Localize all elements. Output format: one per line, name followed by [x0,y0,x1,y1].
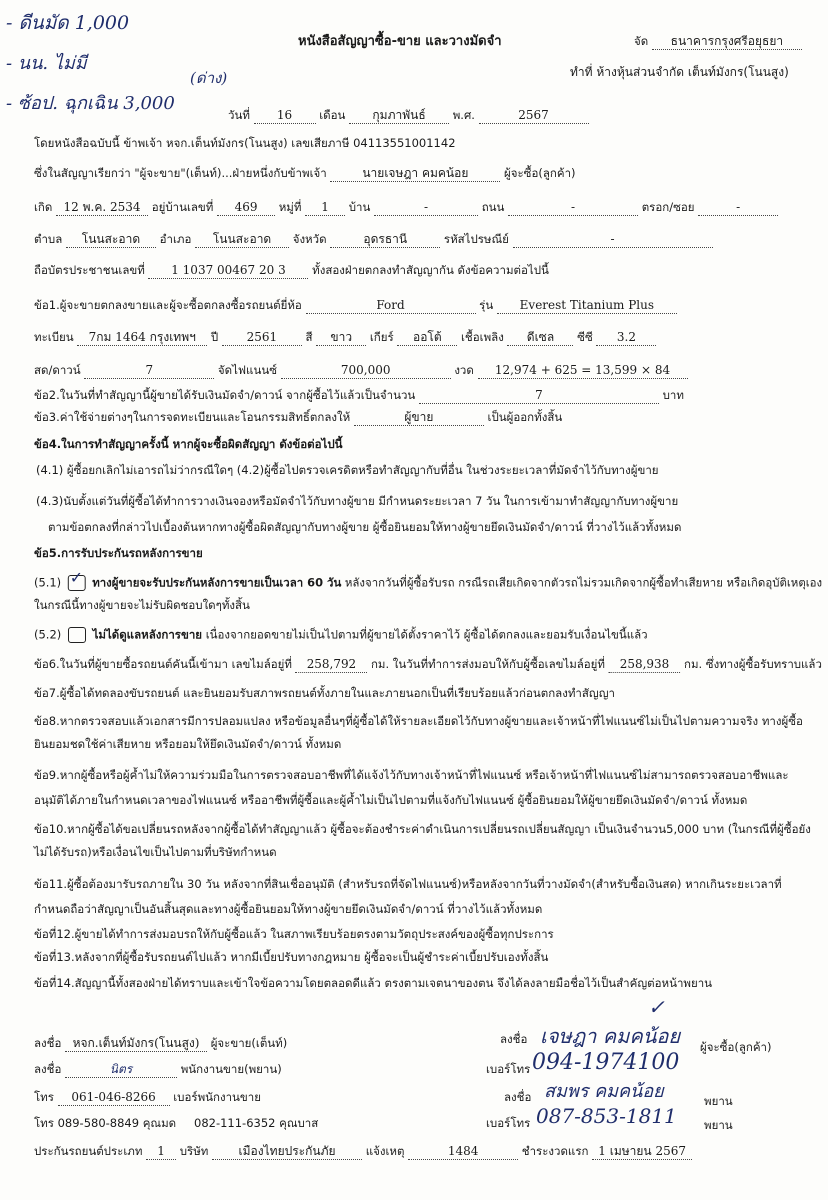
car-model: Everest Titanium Plus [497,298,677,314]
date-row: วันที่ 16 เดือน กุมภาพันธ์ พ.ศ. 2567 [228,108,589,124]
contact-tel-2: 082-111-6352 คุณบาส [194,1116,319,1130]
clause-7: ข้อ7.ผู้ซื้อได้ทดลองขับรถยนต์ และยินยอมรับสภาพรถยนต์ทั้งภายในและภายนอกเป็นที่เรียบร้อยแล้วก่อนตกลงทำสัญญา [34,686,615,700]
checkmark-icon: ✓ [648,995,665,1019]
buyer-sign-label: ลงชื่อ [500,1032,528,1046]
clause-6: ข้อ6.ในวันที่ผู้ขายซื้อรถยนต์คันนี้เข้ามา เลขไมล์อยู่ที่ 258,792 กม. ในวันที่ทำการส่งมอบให้กับผู้ซื้อเลขไมล์อยู่ที่ 258,938 กม. ซึ่งทางผู้ซื้อรับทราบแล้ว [34,657,822,671]
clause-4-title: ข้อ4.ในการทำสัญญาครั้งนี้ หากผู้จะซื้อผิดสัญญา ดังข้อต่อไปนี้ [34,437,343,451]
witness2-signature: สมพร คมคน้อย [544,1081,664,1102]
bank-name: ธนาคารกรุงศรีอยุธยา [652,34,802,50]
witness2-tel: 087-853-1811 [536,1104,677,1128]
clause-9a: ข้อ9.หากผู้ซื้อหรือผู้ค้ำไม่ให้ความร่วมมือในการตรวจสอบอาชีพที่ได้แจ้งไว้กับทางเจ้าหน้าที่ไฟแนนซ์ หรือเจ้าหน้าที่ไฟแนนซ์ไม่สามารถตรวจสอบอาชีพและ [34,768,789,782]
witness2-tel-role: พยาน [704,1118,733,1132]
clause-12: ข้อที่12.ผู้ขายได้ทำการส่งมอบรถให้กับผู้ซื้อแล้ว ในสภาพเรียบร้อยตรงตามวัตถุประสงค์ของผู้ซื้อทุกประการ [34,927,554,941]
buyer-row: ซึ่งในสัญญาเรียกว่า "ผู้จะขาย"(เต็นท์)...ฝ่ายหนึ่งกับข้าพเจ้า นายเจษฎา คมคน้อย ผู้จะซื้อ(ลูกค้า) [34,166,576,180]
seller-signature-row: ลงชื่อ หจก.เต็นท์มังกร(โนนสูง) ผู้จะขาย(เต็นท์) [34,1036,288,1050]
buyer-signature: เจษฎา คมคน้อย [540,1024,681,1048]
no-warranty-checkbox[interactable] [68,627,86,643]
address-row: เกิด 12 พ.ค. 2534 อยู่บ้านเลขที่ 469 หมู่ที่ 1 บ้าน - ถนน - ตรอก/ซอย - [34,200,778,216]
place-line: ทำที่ ห้างหุ้นส่วนจำกัด เต็นท์มังกร(โนนสูง) [570,65,789,79]
document-title: หนังสือสัญญาซื้อ-ขาย และวางมัดจำ [298,34,502,49]
handwritten-note-deposit: - ดีนมัด 1,000 [6,12,130,34]
clause-4-3b: ตามข้อตกลงที่กล่าวไปเบื้องต้นหากทางผู้ซื้อผิดสัญญากับทางผู้ขาย ผู้ซื้อยินยอมให้ทางผู้ขายยึดเงินมัดจำ/ดาวน์ ที่วางไว้แล้วทั้งหมด [48,520,682,534]
clause-5-1: (5.1) ✓ ทางผู้ขายจะรับประกันหลังการขายเป็นเวลา 60 วัน หลังจากวันที่ผู้ซื้อรับรถ กรณีรถเสียเกิดจากตัวรถไม่รวมเกิดจากผู้ซื้อทำเสียหาย หรือเกิดอุบัติเหตุเอง [34,568,823,590]
handwritten-note-weight: - นน. ไม่มี [6,53,87,74]
id-number: 1 1037 00467 20 3 [148,263,308,279]
warranty-checkbox-checked[interactable]: ✓ [68,575,86,591]
seller-line: โดยหนังสือฉบับนี้ ข้าพเจ้า หจก.เต็นท์มังกร(โนนสูง) เลขเสียภาษี 04113551001142 [34,136,456,150]
clause-9b: อนุมัติได้ภายในกำหนดเวลาของไฟแนนซ์ หรืออาชีพที่ผู้ซื้อและผู้ค้ำไม่เป็นไปตามที่แจ้งกับไฟแนนซ์ ผู้ซื้อยินยอมให้ผู้ขายยึดเงินมัดจำ/ดาวน์ ทั้งหมด [34,793,748,807]
clause-14: ข้อที่14.สัญญานี้ทั้งสองฝ่ายได้ทราบและเข้าใจข้อความโดยตลอดดีแล้ว ตรงตามเจตนาของตน จึงได้ลงลายมือชื่อไว้เป็นสำคัญต่อหน้าพยาน [34,976,713,990]
district-row: ตำบล โนนสะอาด อำเภอ โนนสะอาด จังหวัด อุดรธานี รหัสไปรษณีย์ - [34,232,713,248]
witness2-role: พยาน [704,1094,733,1108]
car-brand: Ford [306,298,476,314]
at-row: จัด ธนาคารกรุงศรีอยุธยา [634,34,802,50]
handwritten-note-emergency: - ซ้อป. ฉุกเฉิน 3,000 [6,93,175,114]
clause-5-1b: ในกรณีนี้ทางผู้ขายจะไม่รับผิดชอบใดๆทั้งสิ้น [34,598,250,612]
witness1-signature: นิตร [65,1062,177,1078]
clause-8a: ข้อ8.หากตรวจสอบแล้วเอกสารมีการปลอมแปลง หรือข้อมูลอื่นๆที่ผู้ซื้อได้ให้รายละเอียดไว้กับทางผู้ขายและเจ้าหน้าที่ไฟแนนซ์ไม่เป็นไปตามความจริง ทางผู้ซื้อ [34,714,803,728]
id-row: ถือบัตรประชาชนเลขที่ 1 1037 00467 20 3 ทั้งสองฝ่ายตกลงทำสัญญากัน ดังข้อความต่อไปนี้ [34,263,549,277]
clause-1-row: ข้อ1.ผู้จะขายตกลงขายและผู้จะซื้อตกลงซื้อรถยนต์ยี่ห้อ Ford รุ่น Everest Titanium Plus [34,298,677,314]
clause-10b: ไม่ได้รับรถ)หรือเงื่อนไขเป็นไปตามที่บริษัทกำหนด [34,845,277,859]
clause-2: ข้อ2.ในวันที่ทำสัญญานี้ผู้ขายได้รับเงินมัดจำ/ดาวน์ จากผู้ซื้อไว้แล้วเป็นจำนวน 7 บาท [34,388,684,402]
buyer-role: ผู้จะซื้อ(ลูกค้า) [700,1040,772,1054]
clause-11a: ข้อ11.ผู้ซื้อต้องมารับรถภายใน 30 วัน หลังจากที่สินเชื่ออนุมัติ (สำหรับรถที่จัดไฟแนนซ์)หรือหลังจากวันที่วางมัดจำ(สำหรับซื้อเงินสด) หากเกินระยะเวลาที่ [34,877,782,891]
sales-tel-row: โทร 061-046-8266 เบอร์พนักงานขาย [34,1090,261,1104]
buyer-tel: 094-1974100 [532,1050,680,1075]
payment-row: สด/ดาวน์ 7 จัดไฟแนนซ์ 700,000 งวด 12,974 + 625 = 13,599 × 84 [34,363,688,379]
contact-tel-1: โทร 089-580-8849 คุณมด [34,1116,177,1130]
buyer-tel-label: เบอร์โทร [486,1062,531,1076]
witness2-sign-label: ลงชื่อ [504,1090,532,1104]
installment: 12,974 + 625 = 13,599 × 84 [478,363,688,379]
car-detail-row: ทะเบียน 7กม 1464 กรุงเทพฯ ปี 2561 สี ขาว เกียร์ ออโต้ เชื้อเพลิง ดีเซล ซีซี 3.2 [34,330,656,346]
clause-11b: กำหนดถือว่าสัญญาเป็นอันสิ้นสุดและทางผู้ซื้อยินยอมให้ทางผู้ขายยึดเงินมัดจำ/ดาวน์ ที่วางไว้แล้วทั้งหมด [34,902,543,916]
clause-8b: ยินยอมชดใช้ค่าเสียหาย หรือยอมให้ยึดเงินมัดจำ/ดาวน์ ทั้งหมด [34,737,342,751]
clause-5-2: (5.2) ไม่ได้ดูแลหลังการขาย เนื่องจากยอดขายไม่เป็นไปตามที่ผู้ขายได้ตั้งราคาไว้ ผู้ซื้อได้ตกลงและยอมรับเงื่อนไขนี้แล้ว [34,627,648,642]
witness1-row: ลงชื่อ นิตร พนักงานขาย(พยาน) [34,1062,282,1076]
witness2-tel-label: เบอร์โทร [486,1116,531,1130]
buyer-name: นายเจษฎา คมคน้อย [330,166,500,182]
clause-5-title: ข้อ5.การรับประกันรถหลังการขาย [34,546,203,560]
handwritten-note-side: (ด่าง) [190,69,228,87]
clause-4-3a: (4.3)นับตั้งแต่วันที่ผู้ซื้อได้ทำการวางเงินจองหรือมัดจำไว้กับทางผู้ขาย มีกำหนดระยะเวลา 7 วัน ในการเข้ามาทำสัญญากับทางผู้ขาย [36,494,679,508]
clause-3: ข้อ3.ค่าใช้จ่ายต่างๆในการจดทะเบียนและโอนกรรมสิทธิ์ตกลงให้ ผู้ขาย เป็นผู้ออกทั้งสิ้น [34,410,563,424]
insurance-row: ประกันรถยนต์ประเภท 1 บริษัท เมืองไทยประกันภัย แจ้งเหตุ 1484 ชำระงวดแรก 1 เมษายน 2567 [34,1144,692,1160]
clause-13: ข้อที่13.หลังจากที่ผู้ซื้อรับรถยนต์ไปแล้ว หากมีเบี้ยปรับทางกฎหมาย ผู้ซื้อจะเป็นผู้ชำระค่าเบี้ยปรับเองทั้งสิ้น [34,950,549,964]
clause-10a: ข้อ10.หากผู้ซื้อได้ขอเปลี่ยนรถหลังจากผู้ซื้อได้ทำสัญญาแล้ว ผู้ซื้อจะต้องชำระค่าดำเนินการเปลี่ยนรถเปลี่ยนสัญญา เป็นเงินจำนวน5,000 บาท (ในกรณีที่ผู้ซื้อยัง [34,822,811,836]
clause-4-1: (4.1) ผู้ซื้อยกเลิกไม่เอารถไม่ว่ากรณีใดๆ (4.2)ผู้ซื้อไปตรวจเครดิตหรือทำสัญญากับที่อื่น ในช่วงระยะเวลาที่มัดจำไว้กับทางผู้ขาย [36,463,659,477]
